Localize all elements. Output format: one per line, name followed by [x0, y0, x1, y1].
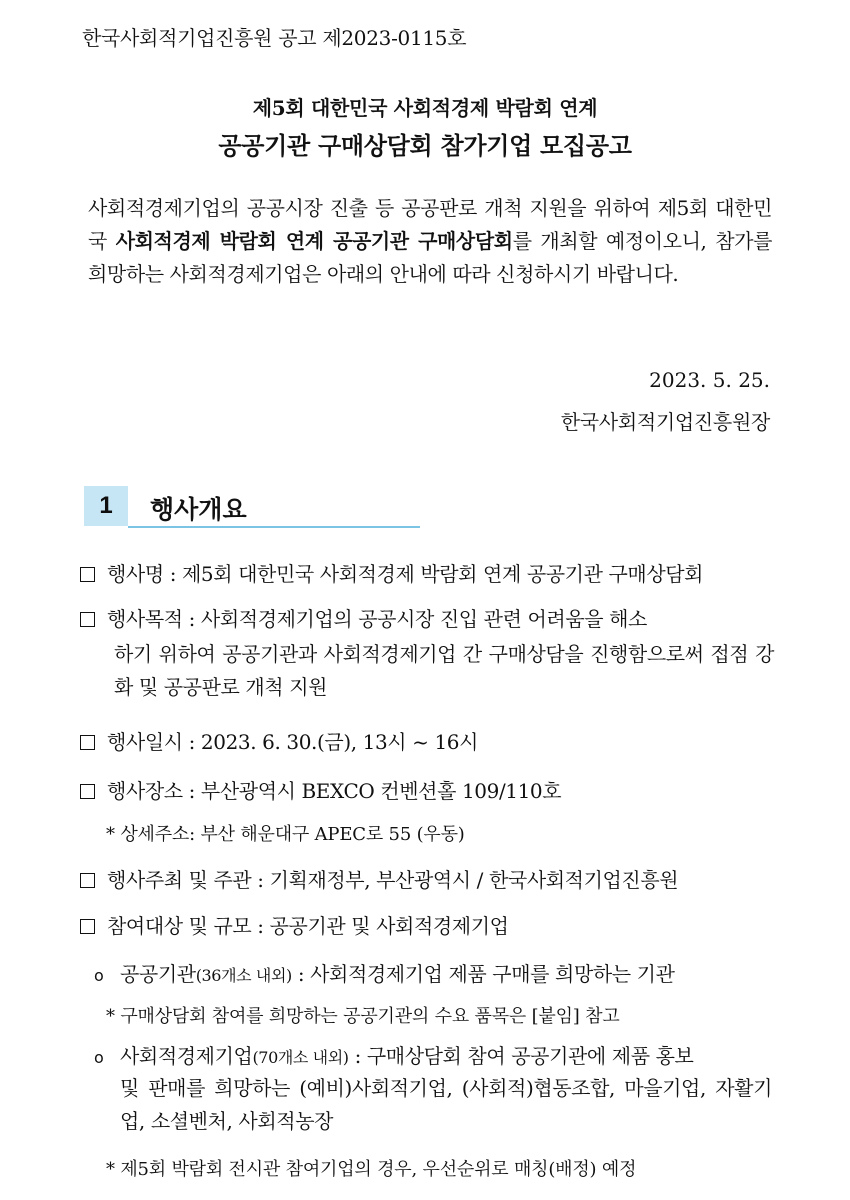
notice-number: 한국사회적기업진흥원 공고 제2023-0115호 — [82, 26, 467, 50]
section-number: 1 — [84, 486, 128, 526]
venue-note: * 상세주소: 부산 해운대구 APEC로 55 (우동) — [106, 824, 465, 845]
intro-part-1: 사회적경제기업의 공공시장 진출 등 공공판로 개척 지원을 위하여 제5회 대한민국 — [88, 196, 772, 253]
item-event-datetime-text: 행사일시 : 2023. 6. 30.(금), 13시 ~ 16시 — [107, 730, 479, 754]
checkbox-square-icon — [80, 919, 95, 934]
sub-item-count: (70개소 내외) — [252, 1048, 349, 1067]
item-event-purpose-cont: 하기 위하여 공공기관과 사회적경제기업 간 구매상담을 진행함으로써 접점 강화 및 공공판로 개척 지원 — [114, 642, 774, 699]
item-event-purpose-text: 행사목적 : 사회적경제기업의 공공시장 진입 관련 어려움을 해소 — [107, 607, 647, 631]
announcement-date: 2023. 5. 25. — [649, 368, 770, 392]
social-enterprises-note: * 제5회 박람회 전시관 참여기업의 경우, 우선순위로 매칭(배정) 예정 — [106, 1159, 637, 1180]
intro-paragraph — [88, 192, 772, 291]
sub-item-text: : 구매상담회 참여 공공기관에 제품 홍보 — [354, 1044, 694, 1068]
checkbox-square-icon — [80, 735, 95, 750]
item-event-target-text: 참여대상 및 규모 : 공공기관 및 사회적경제기업 — [107, 914, 509, 938]
checkbox-square-icon — [80, 784, 95, 799]
section-underline — [128, 526, 420, 528]
intro-bold: 사회적경제 박람회 연계 공공기관 구매상담회 — [115, 229, 513, 253]
intro-part-2: 를 개최할 예정이오니, 참가를 희망하는 사회적경제기업은 아래의 안내에 따라 신청하시기 바랍니다. — [88, 229, 772, 286]
item-event-name-text: 행사명 : 제5회 대한민국 사회적경제 박람회 연계 공공기관 구매상담회 — [107, 562, 704, 586]
item-event-datetime — [80, 726, 478, 755]
section-title: 행사개요 — [150, 496, 247, 524]
item-event-host — [80, 864, 678, 893]
item-event-venue-text: 행사장소 : 부산광역시 BEXCO 컨벤션홀 109/110호 — [107, 779, 562, 803]
title-line-2: 공공기관 구매상담회 참가기업 모집공고 — [218, 131, 632, 160]
checkbox-square-icon — [80, 612, 95, 627]
sub-item-count: (36개소 내외) — [195, 966, 292, 985]
sub-item-public-agencies — [94, 958, 675, 987]
checkbox-square-icon — [80, 567, 95, 582]
item-event-host-text: 행사주최 및 주관 : 기획재정부, 부산광역시 / 한국사회적기업진흥원 — [107, 868, 679, 892]
item-event-venue — [80, 775, 561, 804]
issuer: 한국사회적기업진흥원장 — [560, 410, 770, 434]
social-enterprises-cont: 및 판매를 희망하는 (예비)사회적기업, (사회적)협동조합, 마을기업, 자활기업, 소셜벤처, 사회적농장 — [120, 1076, 772, 1133]
circle-bullet-icon: o — [94, 966, 104, 985]
sub-item-label: 공공기관 — [120, 962, 196, 986]
sub-item-label: 사회적경제기업 — [120, 1044, 253, 1068]
section-heading — [84, 486, 420, 528]
circle-bullet-icon: o — [94, 1048, 104, 1067]
sub-item-social-enterprises — [94, 1040, 693, 1069]
item-event-name — [80, 558, 703, 587]
item-event-purpose — [80, 603, 647, 632]
checkbox-square-icon — [80, 873, 95, 888]
title-line-1: 제5회 대한민국 사회적경제 박람회 연계 — [252, 96, 598, 120]
sub-item-text: : 사회적경제기업 제품 구매를 희망하는 기관 — [297, 962, 675, 986]
public-agencies-note: * 구매상담회 참여를 희망하는 공공기관의 수요 품목은 [붙임] 참고 — [106, 1006, 620, 1027]
item-event-target — [80, 910, 509, 939]
